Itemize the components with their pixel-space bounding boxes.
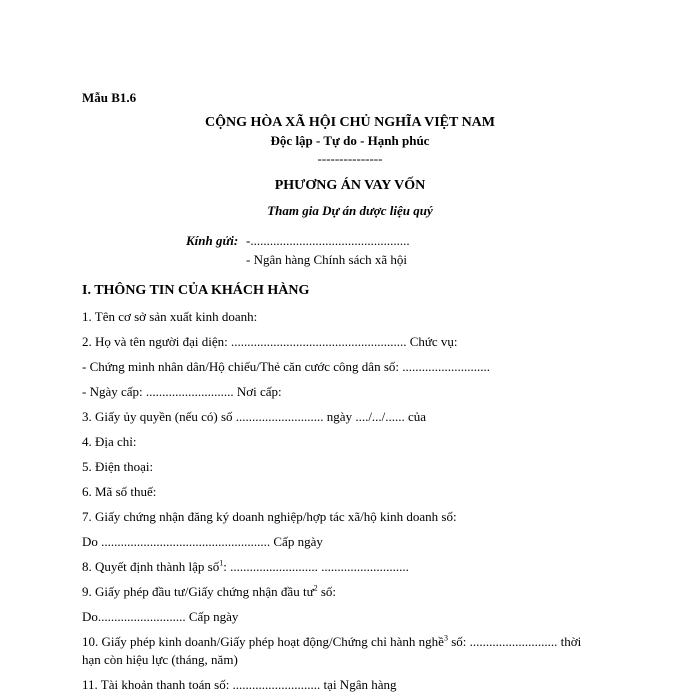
form-code: Mẫu B1.6 xyxy=(82,90,137,105)
section-heading: I. THÔNG TIN CỦA KHÁCH HÀNG xyxy=(82,283,310,298)
recipient-line-2: - Ngân hàng Chính sách xã hội xyxy=(246,252,408,267)
recipient-label: Kính gửi: xyxy=(186,233,239,248)
field-id-number: - Chứng minh nhân dân/Hộ chiếu/Thẻ căn cước công dân số: ........................... xyxy=(82,359,490,374)
field-registration-cert: 7. Giấy chứng nhận đăng ký doanh nghiệp/hợp tác xã/hộ kinh doanh số: xyxy=(82,509,457,524)
field-tax-code: 6. Mã số thuế: xyxy=(82,484,157,499)
field-authorization: 3. Giấy ủy quyền (nếu có) số ........................... ngày ..../.../...... của xyxy=(82,409,427,424)
recipient-line-1: -................................................. xyxy=(246,233,410,248)
field-investment-license: 9. Giấy phép đầu tư/Giấy chứng nhận đầu $tư^2$ số: xyxy=(82,583,337,599)
header-separator: --------------- xyxy=(317,151,383,166)
field-establishment-decision: 8. Quyết định thành lập số$^1$: ........................... ........................... xyxy=(82,558,409,574)
field-registration-issuer: Do .................................................... Cấp ngày xyxy=(82,534,323,549)
field-business-license: 10. Giấy phép kinh doanh/Giấy phép hoạt động/Chứng chỉ hành nghề$^3$ số: ........................... thời xyxy=(82,633,582,649)
field-phone: 5. Điện thoại: xyxy=(82,459,154,474)
document-subtitle: Tham gia Dự án dược liệu quý xyxy=(267,203,433,218)
field-issue-date: - Ngày cấp: ........................... Nơi cấp: xyxy=(82,384,282,399)
field-business-name: 1. Tên cơ sở sản xuất kinh doanh: xyxy=(82,309,258,324)
field-investment-issuer: Do........................... Cấp ngày xyxy=(82,609,239,624)
national-motto: Độc lập - Tự do - Hạnh phúc xyxy=(270,133,430,148)
country-header: CỘNG HÒA XÃ HỘI CHỦ NGHĨA VIỆT NAM xyxy=(204,115,495,130)
field-address: 4. Địa chỉ: xyxy=(82,434,137,449)
document-title: PHƯƠNG ÁN VAY VỐN xyxy=(274,178,426,193)
field-bank-account: 11. Tài khoản thanh toán số: ........................... tại Ngân hàng xyxy=(82,677,397,692)
field-license-validity: hạn còn hiệu lực (tháng, năm) xyxy=(82,652,238,667)
field-representative: 2. Họ và tên người đại diện: ...................................................... Chức vụ: xyxy=(82,334,458,349)
